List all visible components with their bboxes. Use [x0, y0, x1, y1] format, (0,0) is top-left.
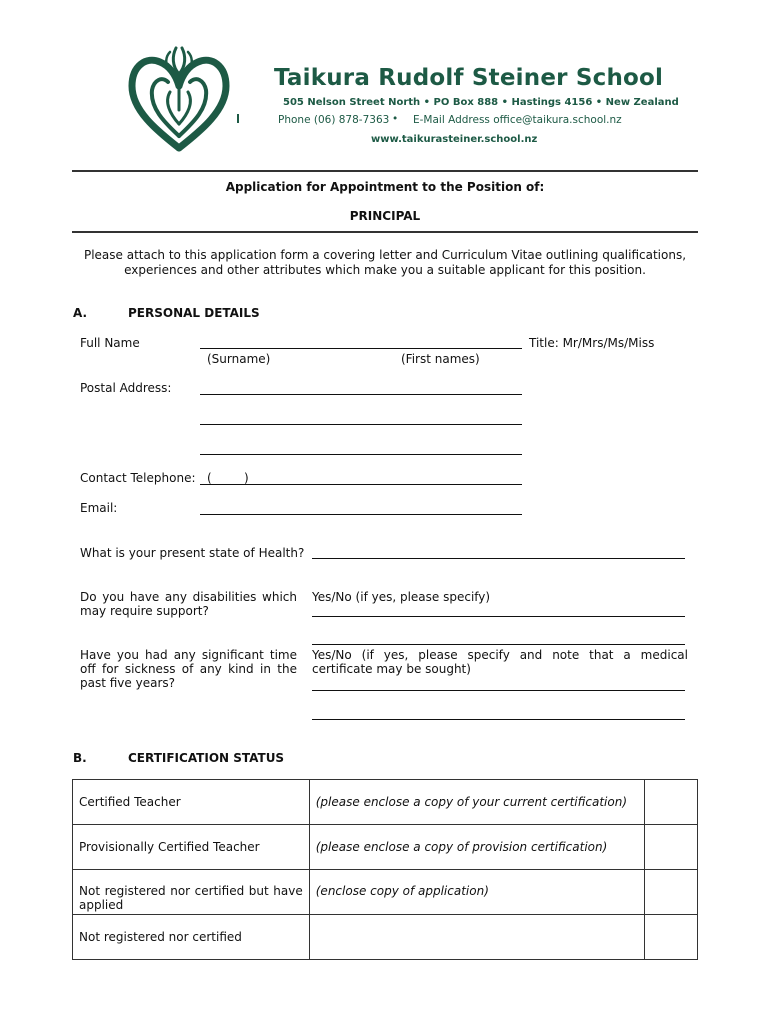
- school-email: E-Mail Address office@taikura.school.nz: [413, 114, 622, 126]
- certification-note: [309, 915, 644, 960]
- health-answer-input[interactable]: [312, 558, 685, 559]
- table-row: [73, 915, 698, 960]
- position-title: PRINCIPAL: [349, 209, 421, 223]
- certification-checkbox[interactable]: [644, 870, 697, 915]
- contact-telephone-label: Contact Telephone:: [80, 471, 196, 485]
- certification-note: (enclose copy of application): [309, 870, 644, 915]
- separator-bullet: •: [392, 113, 399, 125]
- sickness-question: Have you had any significant time off for sickness of any kind in the past five years?: [80, 648, 297, 690]
- section-a-heading: PERSONAL DETAILS: [128, 306, 260, 320]
- school-address: 505 Nelson Street North • PO Box 888 • Hastings 4156 • New Zealand: [283, 97, 679, 108]
- certification-checkbox[interactable]: [644, 780, 697, 825]
- title-rule: [72, 231, 698, 233]
- certification-status: Certified Teacher: [73, 780, 310, 825]
- certification-checkbox[interactable]: [644, 825, 697, 870]
- certification-checkbox[interactable]: [644, 915, 697, 960]
- first-names-caption: (First names): [401, 352, 480, 366]
- divider-mark: [237, 114, 239, 123]
- certification-table: [72, 779, 698, 960]
- sickness-answer-line-1[interactable]: [312, 690, 685, 691]
- email-label: Email:: [80, 501, 118, 515]
- school-website[interactable]: www.taikurasteiner.school.nz: [371, 134, 538, 145]
- school-phone: Phone (06) 878-7363: [278, 114, 390, 126]
- full-name-input[interactable]: [200, 348, 522, 349]
- intro-line-2: experiences and other attributes which make you a suitable applicant for this position.: [124, 263, 646, 277]
- intro-line-1: Please attach to this application form a covering letter and Curriculum Vitae outlining qualifications,: [83, 248, 687, 262]
- certification-status: Provisionally Certified Teacher: [73, 825, 310, 870]
- postal-address-line-3[interactable]: [200, 454, 522, 455]
- surname-caption: (Surname): [207, 352, 271, 366]
- postal-address-line-1[interactable]: [200, 394, 522, 395]
- disability-answer-prompt: Yes/No (if yes, please specify): [312, 590, 491, 604]
- email-input[interactable]: [200, 514, 522, 515]
- top-rule: [72, 170, 698, 172]
- sickness-answer-line-2[interactable]: [312, 719, 685, 720]
- health-question: What is your present state of Health?: [80, 546, 305, 560]
- disability-answer-line-2[interactable]: [312, 644, 685, 645]
- heart-leaf-logo-icon: [126, 44, 232, 154]
- table-row: [73, 780, 698, 825]
- sickness-answer-prompt: Yes/No (if yes, please specify and note that a medical certificate may be sought): [312, 648, 688, 676]
- certification-note: (please enclose a copy of provision certification): [309, 825, 644, 870]
- section-b-letter: B.: [73, 751, 87, 765]
- certification-note: (please enclose a copy of your current certification): [309, 780, 644, 825]
- section-a-letter: A.: [73, 306, 88, 320]
- section-b-heading: CERTIFICATION STATUS: [128, 751, 285, 765]
- certification-status: Not registered nor certified: [73, 915, 310, 960]
- full-name-label: Full Name: [80, 336, 140, 350]
- certification-status: Not registered nor certified but have applied: [73, 870, 310, 915]
- postal-address-line-2[interactable]: [200, 424, 522, 425]
- title-options[interactable]: Title: Mr/Mrs/Ms/Miss: [529, 336, 655, 350]
- disability-answer-line-1[interactable]: [312, 616, 685, 617]
- form-title: Application for Appointment to the Position of:: [225, 180, 545, 194]
- table-row: [73, 870, 698, 915]
- table-row: [73, 825, 698, 870]
- area-code-open-paren: (: [207, 471, 212, 485]
- disability-question: Do you have any disabilities which may require support?: [80, 590, 297, 618]
- area-code-close-paren: ): [244, 471, 249, 485]
- school-name: Taikura Rudolf Steiner School: [274, 65, 664, 91]
- postal-address-label: Postal Address:: [80, 381, 172, 395]
